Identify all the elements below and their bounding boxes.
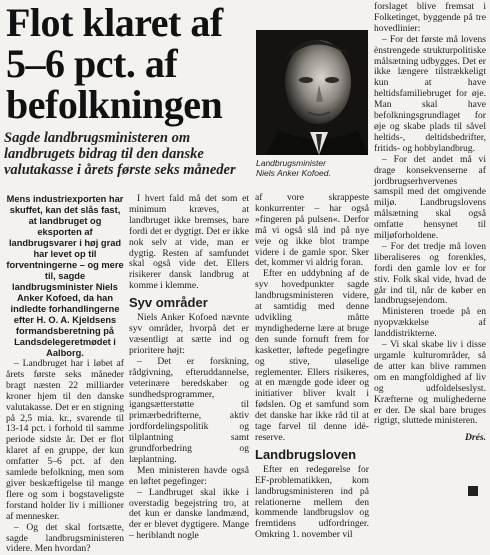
caption-line-1: Landbrugsminister [256, 158, 326, 168]
minister-portrait-photo [256, 30, 368, 155]
body-paragraph: – Og det skal fortsætte, sagde landbrugsministeren videre. Men hvordan? [6, 521, 124, 555]
body-paragraph: – For det andet må vi drage konsekvenserne af jordbrugserhvervenes samspil med det omgivende miljø. Landbrugslovens målsætning skal også omfatte hensynet til miljøforholdene. [374, 153, 486, 242]
body-paragraph: af vore skrappeste konkurrenter – har også »fingeren på pulsen«. Derfor må vi også slå ind på nye veje og ikke blot trampe videre i de gamle spor. Sker det, kommer vi aldrig foran. [255, 192, 369, 269]
section-heading: Syv områder [129, 295, 208, 311]
article-column-2 [129, 194, 249, 542]
subheadline-line-1: Sagde landbrugsministeren om [4, 130, 191, 146]
body-paragraph: forslaget blive fremsat i Folketinget, byggende på tre hovedlinier: [374, 1, 486, 34]
portrait-image [256, 30, 368, 155]
subheadline [4, 130, 254, 178]
photo-caption [256, 158, 368, 178]
body-paragraph: – Landbruget har i løbet af årets første seks måneder bragt næsten 22 milliarder kroner hjem til den danske valutakasse. Det er en stigning på 2,5 mia. kr., svarende til 13-14 pct. i forhold til samme periode sidste år. Det er flot klaret af en gruppe, der kun omfatter 5–6 pct. af den samlede befolkning, men som giver beskæftigelse til mange flere og som i bogstaveligste forstand holder liv i millioner af mennesker. [6, 358, 124, 522]
subheadline-line-2: landbrugets bidrag til den danske [4, 146, 204, 162]
body-paragraph: Efter en redegørelse for EF-problematikken, kom landbrugsministeren ind på relationerne mellem den kommende landbrugslov og fremtidens udfordringer. Omkring 1. november vil [255, 463, 369, 541]
lead-paragraph: Mens industriexporten har skuffet, kan det slås fast, at landbruget og eksporten af landbrugsvarer i høj grad har levet op til forventningerne – og mere til, sagde landbrugsminister Niels Anker Kofoed, da han indledte forhandlingerne efter H. O. A. Kjeldsens formandsberetning på Landsdelegeretmødet i Aalborg. [6, 194, 124, 358]
headline [6, 2, 256, 125]
caption-line-2: Niels Anker Kofoed. [256, 168, 331, 178]
headline-line-2: 5–6 pct. af [6, 41, 178, 86]
subheadline-line-3: valutakasse i årets første seks måneder [4, 162, 236, 178]
author-signature: Drés. [464, 432, 486, 444]
body-paragraph: Efter en uddybning af de syv hovedpunkter sagde landbrugsministeren videre, at samtidig med denne udvikling måtte myndighederne lære at bruge den sunde fornuft frem for kasketter, løftede pegefingre og stive, uløselige reglementer. Ellers risikeres, at en mængde gode ideer og initiativer bliver kvalt i fødslen. Og et samfund som det danske har ikke råd til at tage farvel til denne idé-reserve. [255, 268, 369, 443]
body-paragraph: – Vi skal skabe liv i disse urgamle kulturområder, så de atter kan blive rammen om en mangfoldighed af liv og udfoldelseslyst. Kræfterne og mulighederne er der. De skal bare bruges rigtigt, sluttede ministeren. [374, 339, 486, 427]
body-paragraph: Men ministeren havde også en løftet pegefinger: [129, 464, 249, 487]
headline-line-3: befolkningen [6, 82, 223, 127]
article-column-3 [255, 193, 369, 541]
body-paragraph: – Det er forskning, rådgivning, efteruddannelse, veterinære beredskaber og sundhedsprogrammer, igangsætterstøtte til primærbedrifterne, aktiv jordfordelingspolitik og tilplantning samt grundforbedring og læplantning. [129, 355, 249, 465]
article-column-1 [6, 194, 124, 555]
headline-line-1: Flot klaret af [6, 0, 223, 45]
body-paragraph: – For det tredje må loven liberaliseres og forenkles, fordi den gamle lov er for stiv. Folk skal vide, hvad de går ind til, når de køber en landbrugsejendom. [374, 240, 486, 307]
body-paragraph: – Landbruget skal ikke i overstadig begejstring tro, at det kun er danske landmænd, der er blevet dygtigere. Mange – heriblandt nogle [129, 486, 249, 542]
body-paragraph: Ministeren troede på en nyopvækkelse af landdistrikterne. [374, 306, 486, 340]
section-heading: Landbrugsloven [255, 446, 357, 462]
body-paragraph: – For det første må lovens ènstrengede strukturpolitiske målsætning udbygges. Det er ikke længere tilstrækkeligt kun at have heltidsfamiliebruget for øje. Man skal have befolkningsgrundlaget for øje og skabe plads til såvel heltids-, deltidsbedrifter, fritids- og hobbylandbrug. [374, 33, 486, 154]
body-paragraph: I hvert fald må det som et minimum kræves, at landbruget ikke bremses, bare fordi det er dygtigt. Det er ikke nok selv at vide, man er dygtig. Resten af samfundet skal også vide det. Ellers risikerer dansk landbrug at komme i klemme. [129, 193, 249, 292]
end-of-article-mark [468, 486, 478, 496]
article-column-4 [374, 2, 486, 444]
body-paragraph: Niels Anker Kofoed nævnte syv områder, hvorpå det er væsentligt at sætte ind og prioritere højt: [129, 312, 249, 356]
